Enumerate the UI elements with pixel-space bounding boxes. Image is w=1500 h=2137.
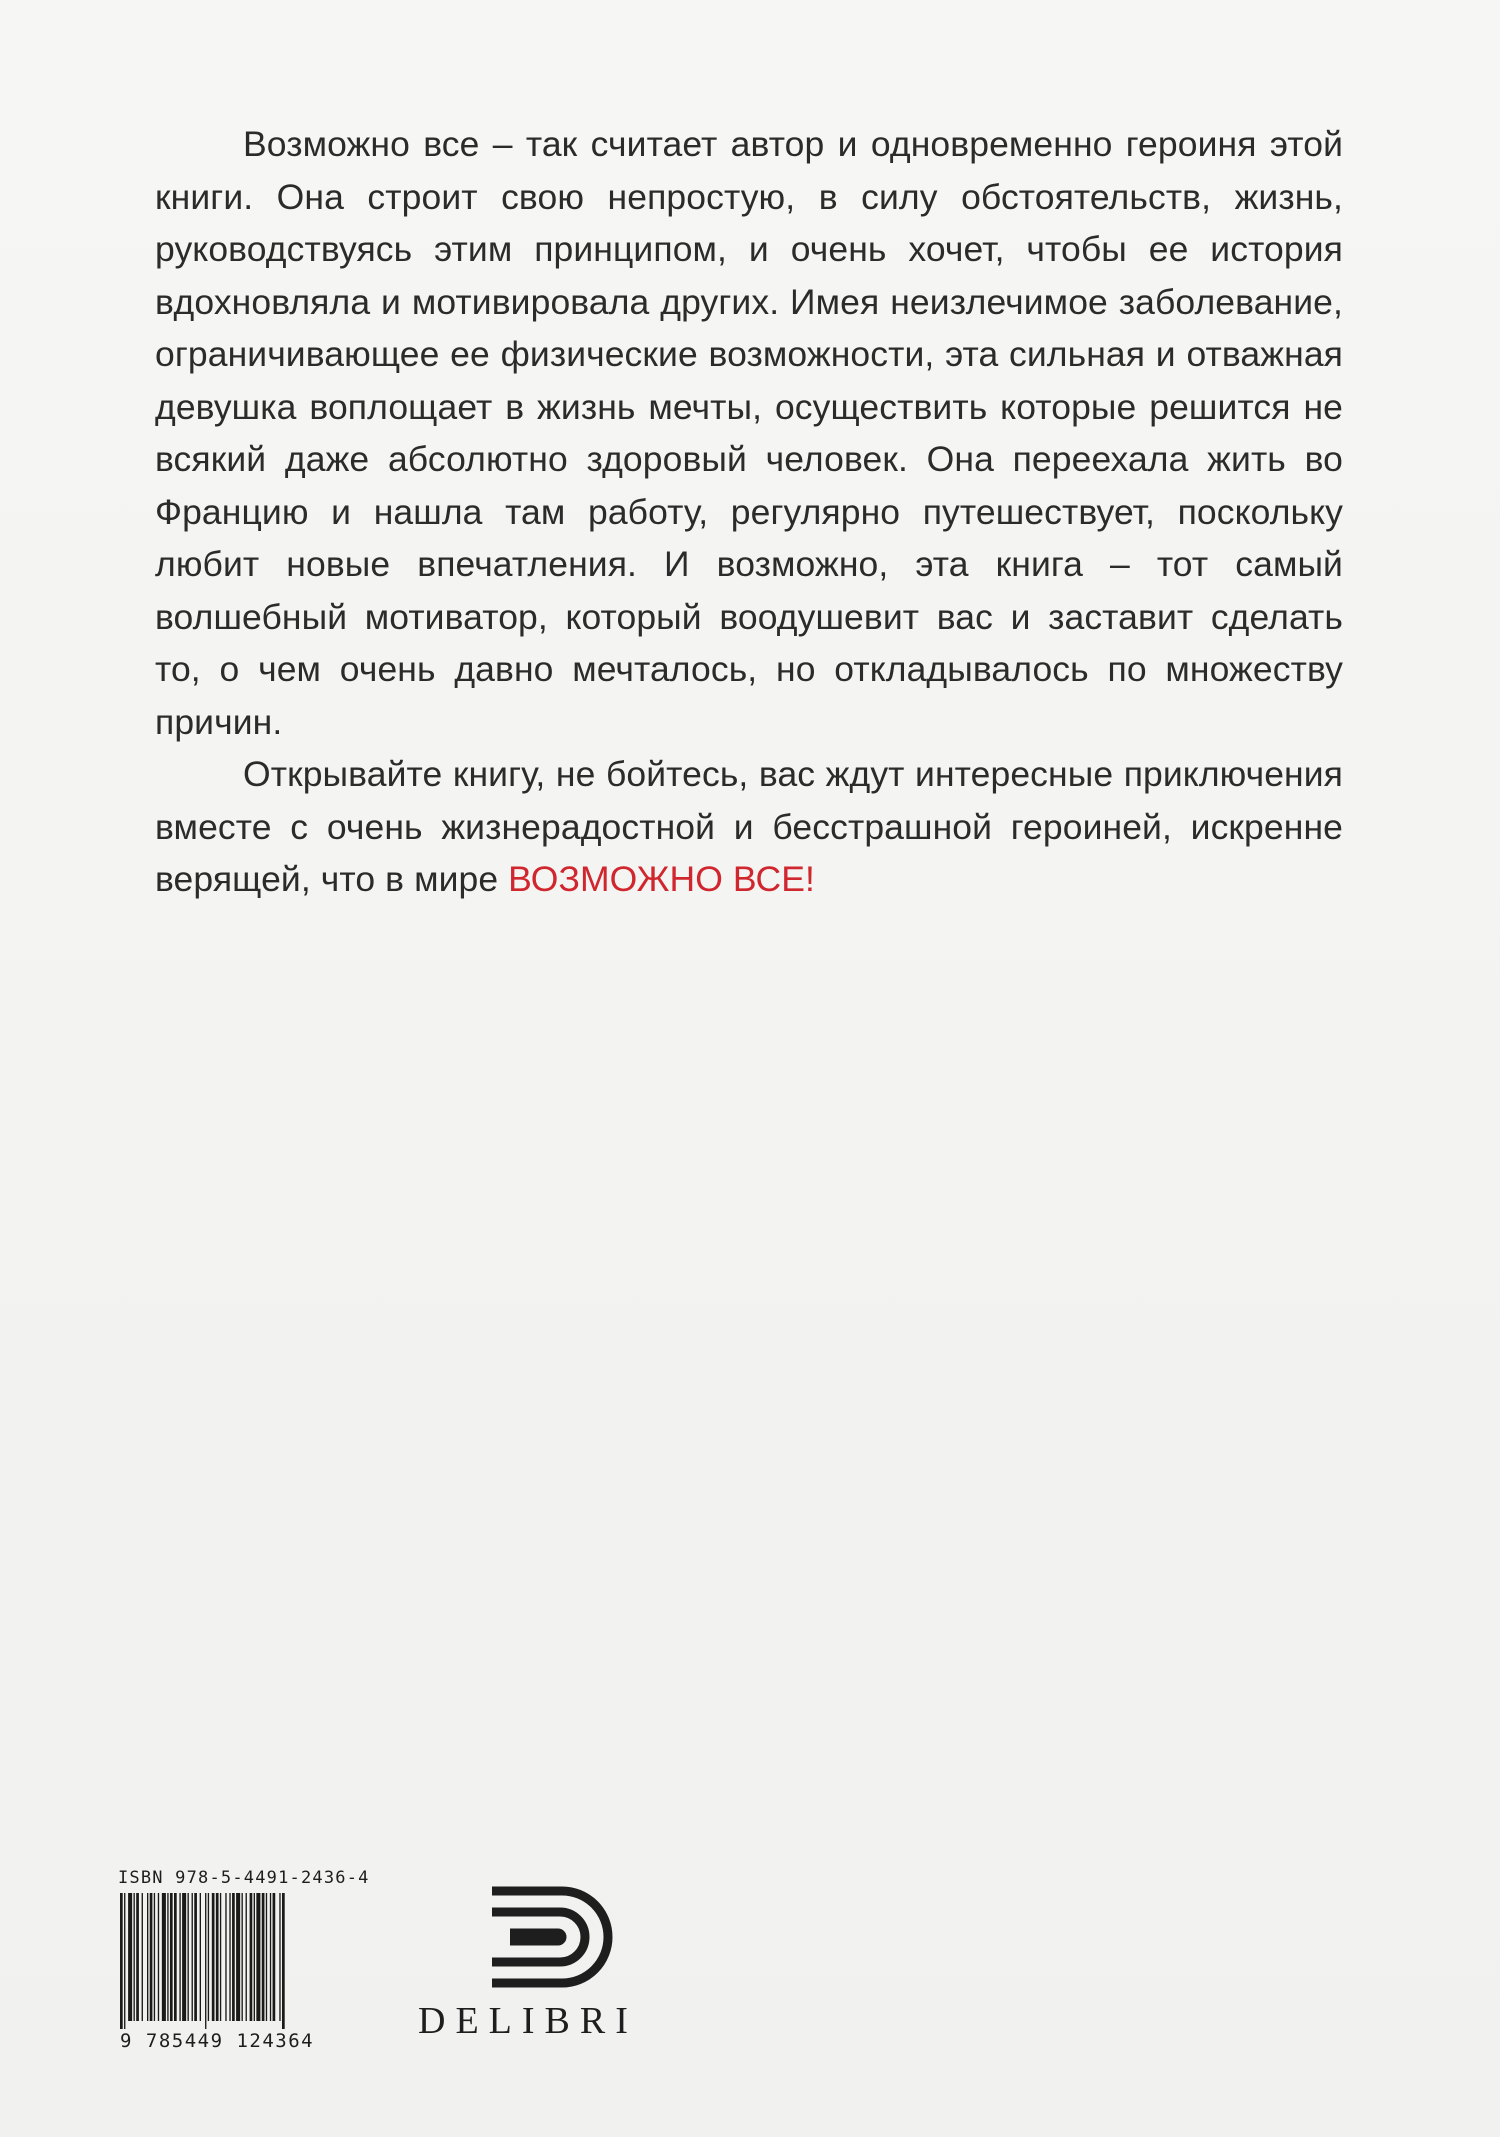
isbn-label: ISBN 978-5-4491-2436-4 [118, 1868, 370, 1888]
barcode-bar [136, 1893, 139, 2021]
barcode-bar [246, 1893, 247, 2021]
barcode-bar [150, 1893, 153, 2021]
barcode-bar [279, 1893, 280, 2021]
barcode-bar [254, 1893, 255, 2021]
barcode-bar [208, 1893, 209, 2021]
blurb-paragraph-1: Возможно все – так считает автор и одновременно героиня этой книги. Она строит свою непростую, в силу обстоятельств, жизнь, руководствуясь этим принципом, и очень хочет, чтобы ее история вдохновляла и мотивировала других. Имея неизлечимое заболевание, ограничивающее ее физические возможности, эта сильная и отважная девушка воплощает в жизнь мечты, осуществить которые решится не всякий даже абсолютно здоровый человек. Она переехала жить во Францию и нашла там работу, регулярно путешествует, поскольку любит новые впечатления. И возможно, эта книга – тот самый волшебный мотиватор, который воодушевит вас и заставит сделать то, о чем очень давно мечталось, но откладывалось по множеству причин. [155, 124, 1343, 742]
blurb-text [155, 118, 1343, 906]
barcode-bar [212, 1893, 215, 2021]
barcode-bar [229, 1893, 230, 2021]
barcode-bar [158, 1893, 159, 2021]
barcode-digits: 9 785449 124364 [120, 2030, 315, 2052]
barcode-icon [118, 1893, 342, 2029]
barcode-bar [236, 1893, 240, 2021]
barcode-bar [192, 1893, 193, 2021]
barcode-bar [250, 1893, 253, 2021]
barcode-bar [167, 1893, 168, 2021]
blurb-paragraph-2 [155, 748, 1343, 906]
barcode-bar [170, 1893, 173, 2021]
barcode-bar [142, 1893, 143, 2021]
barcode-bar [282, 1893, 285, 2029]
barcode-bar [174, 1893, 177, 2021]
barcode-bar [216, 1893, 219, 2021]
delibri-logo-icon [488, 1885, 628, 1990]
barcode-bar [242, 1893, 243, 2021]
accent-phrase: ВОЗМОЖНО ВСЕ! [508, 859, 815, 899]
barcode-bar [262, 1893, 265, 2021]
barcode-bar [232, 1893, 235, 2021]
barcode-bar [273, 1893, 276, 2021]
barcode-bar [124, 1893, 125, 2029]
barcode-bar [182, 1893, 186, 2021]
barcode-bar [256, 1893, 260, 2021]
barcode-bar [162, 1893, 166, 2021]
barcode-bar [134, 1893, 135, 2021]
barcode-bar [225, 1893, 226, 2021]
barcode-bar [147, 1893, 148, 2021]
barcode-bar [154, 1893, 155, 2021]
blurb-paragraph-2-text: Открывайте книгу, не бойтесь, вас ждут интересные приключения вместе с очень жизнерадостной и бесстрашной героиней, искренне верящей, что в мире [155, 754, 1343, 899]
barcode-bar [188, 1893, 189, 2021]
barcode-bar [270, 1893, 271, 2021]
barcode-bar [120, 1893, 123, 2029]
barcode-bar [205, 1893, 206, 2029]
publisher-name: DELIBRI [418, 2000, 638, 2042]
barcode-bar [220, 1893, 221, 2021]
barcode-bar [194, 1893, 197, 2021]
barcode-bar [200, 1893, 201, 2021]
barcode-bar [266, 1893, 267, 2021]
barcode-bar [128, 1893, 132, 2021]
barcode-bar [179, 1893, 180, 2021]
